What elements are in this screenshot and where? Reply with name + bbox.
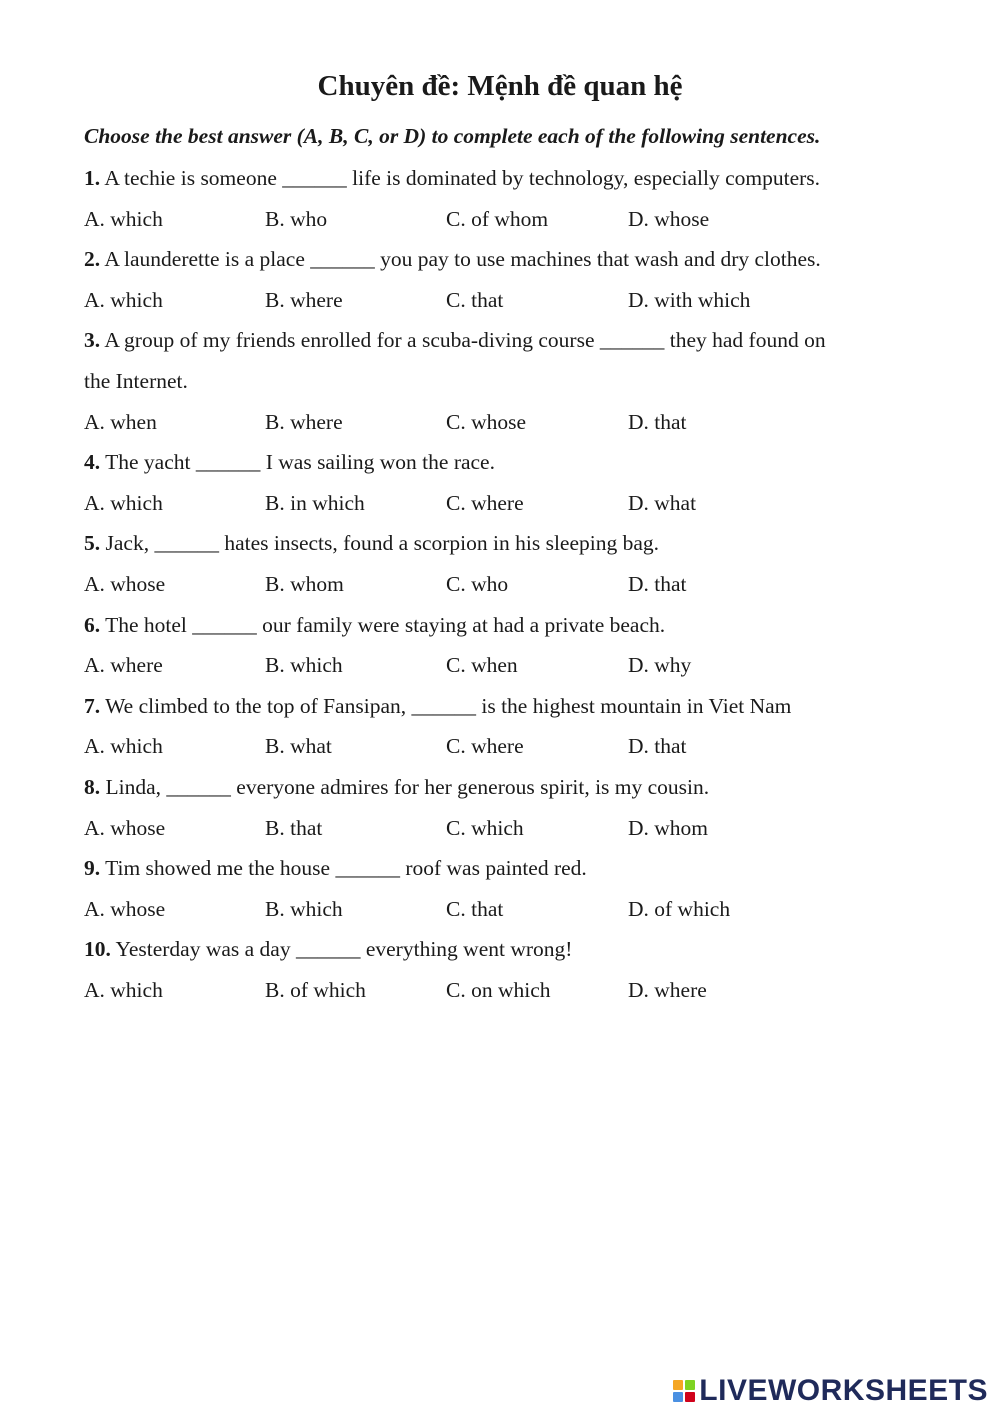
logo-square — [673, 1392, 683, 1402]
page-title: Chuyên đề: Mệnh đề quan hệ — [317, 70, 683, 102]
question-text — [84, 328, 826, 353]
logo-square — [673, 1380, 683, 1390]
answer-option[interactable]: D. with which — [628, 287, 751, 312]
instruction: Choose the best answer (A, B, C, or D) to complete each of the following sentences. — [84, 124, 821, 148]
answer-option[interactable]: B. who — [265, 206, 328, 231]
question-text — [84, 694, 791, 719]
answer-option[interactable]: C. which — [446, 815, 524, 840]
logo-text: LIVEWORKSHEETS — [699, 1374, 988, 1407]
answer-option[interactable]: D. what — [628, 490, 697, 515]
answer-option[interactable]: B. where — [265, 409, 343, 434]
answer-option[interactable]: C. of whom — [446, 206, 549, 231]
answer-option[interactable]: A. whose — [84, 896, 166, 921]
answer-option[interactable]: B. which — [265, 896, 343, 921]
question-number: 6. — [84, 612, 101, 637]
question-line: Tim showed me the house ______ roof was painted red. — [100, 856, 587, 881]
answer-option[interactable]: A. which — [84, 978, 163, 1002]
answer-option[interactable]: A. where — [84, 653, 163, 678]
answer-option[interactable]: D. why — [628, 653, 692, 678]
question-line: A group of my friends enrolled for a scuba-diving course ______ they had found on — [100, 328, 826, 353]
answer-option[interactable]: D. that — [628, 734, 687, 759]
question-text — [84, 856, 587, 881]
answer-option[interactable]: D. whose — [628, 206, 710, 231]
question-line: A techie is someone ______ life is dominated by technology, especially computers. — [100, 166, 821, 190]
question-text — [84, 775, 709, 800]
answer-option[interactable]: D. where — [628, 978, 707, 1002]
answer-option[interactable]: D. of which — [628, 896, 731, 921]
question-text — [84, 166, 820, 191]
answer-option[interactable]: C. when — [446, 653, 518, 678]
question-line: The yacht ______ I was sailing won the race. — [100, 450, 495, 475]
question-number: 10. — [84, 937, 111, 962]
liveworksheets-logo — [673, 1374, 988, 1408]
answer-option[interactable]: B. whom — [265, 572, 344, 596]
answer-option[interactable]: C. where — [446, 734, 524, 759]
answer-option[interactable]: D. whom — [628, 815, 709, 840]
answer-option[interactable]: A. which — [84, 490, 163, 515]
answer-option[interactable]: B. what — [265, 734, 332, 759]
answer-option[interactable]: A. whose — [84, 815, 166, 840]
question-line: the Internet. — [84, 369, 188, 393]
question-line: The hotel ______ our family were staying at had a private beach. — [100, 612, 666, 637]
question-text — [84, 369, 188, 394]
answer-option[interactable]: C. whose — [446, 409, 527, 434]
logo-square — [685, 1380, 695, 1390]
question-line: Jack, ______ hates insects, found a scorpion in his sleeping bag. — [100, 531, 660, 556]
question-number: 8. — [84, 775, 101, 799]
question-number: 7. — [84, 693, 101, 718]
answer-option[interactable]: A. which — [84, 206, 163, 231]
question-text — [84, 247, 821, 272]
question-line: We climbed to the top of Fansipan, ______ is the highest mountain in Viet Nam — [100, 693, 792, 718]
question-text — [84, 450, 495, 475]
answer-option[interactable]: D. that — [628, 409, 687, 434]
answer-option[interactable]: A. whose — [84, 572, 166, 596]
answer-option[interactable]: B. where — [265, 287, 343, 312]
question-number: 3. — [84, 328, 101, 353]
question-number: 4. — [84, 450, 101, 475]
question-text — [84, 937, 572, 962]
answer-option[interactable]: A. which — [84, 287, 163, 312]
answer-option[interactable]: B. of which — [265, 978, 366, 1002]
logo-grid-icon — [673, 1380, 695, 1402]
answer-option[interactable]: C. on which — [446, 978, 551, 1002]
question-number: 5. — [84, 531, 101, 556]
question-text — [84, 613, 665, 638]
answer-option[interactable]: D. that — [628, 572, 687, 596]
question-number: 1. — [84, 166, 101, 190]
logo-square — [685, 1392, 695, 1402]
answer-option[interactable]: B. in which — [265, 490, 365, 515]
question-line: A launderette is a place ______ you pay to use machines that wash and dry clothes. — [100, 247, 821, 272]
question-text — [84, 531, 659, 556]
answer-option[interactable]: B. that — [265, 815, 323, 840]
answer-option[interactable]: C. who — [446, 572, 509, 596]
answer-option[interactable]: A. which — [84, 734, 163, 759]
question-number: 2. — [84, 247, 101, 272]
question-line: Linda, ______ everyone admires for her generous spirit, is my cousin. — [100, 775, 710, 799]
answer-option[interactable]: B. which — [265, 653, 343, 678]
question-number: 9. — [84, 856, 101, 881]
answer-option[interactable]: A. when — [84, 409, 157, 434]
question-line: Yesterday was a day ______ everything went wrong! — [110, 937, 573, 962]
answer-option[interactable]: C. that — [446, 896, 504, 921]
answer-option[interactable]: C. that — [446, 287, 504, 312]
answer-option[interactable]: C. where — [446, 490, 524, 515]
